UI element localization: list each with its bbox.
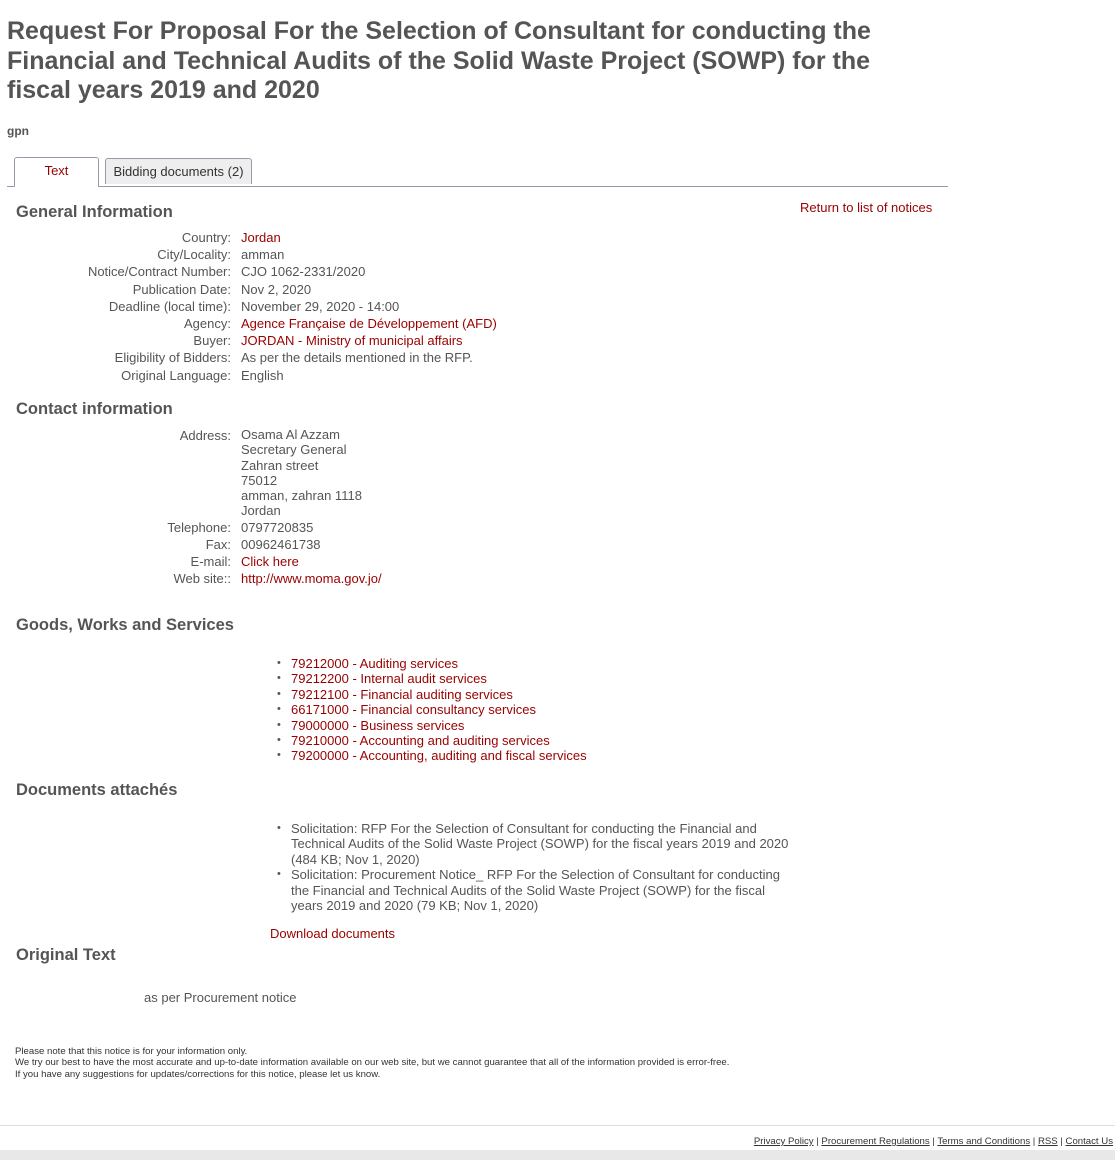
publication-date-row xyxy=(0,281,900,298)
notice-contract-number-value: CJO 1062-2331/2020 xyxy=(241,264,366,280)
general-information-list xyxy=(0,229,900,384)
goods-list-item xyxy=(277,733,587,748)
footer-links: Privacy Policy | Procurement Regulations | Terms and Conditions | RSS | Contact Us xyxy=(753,1136,1113,1147)
goods-code-link[interactable]: 79210000 - Accounting and auditing services xyxy=(291,733,550,749)
goods-code-link[interactable]: 66171000 - Financial consultancy services xyxy=(291,702,536,718)
address-line: Jordan xyxy=(241,503,281,519)
documents-list xyxy=(277,821,797,913)
original-language-row xyxy=(0,367,900,384)
telephone-row xyxy=(0,519,900,536)
return-to-list-link[interactable]: Return to list of notices xyxy=(800,200,933,215)
footer-privacy-policy-link[interactable]: Privacy Policy xyxy=(753,1136,814,1147)
telephone-label: Telephone: xyxy=(167,519,231,535)
buyer-label: Buyer: xyxy=(193,333,231,349)
page-title: Request For Proposal For the Selection of Consultant for conducting the Financial and Technical Audits of the Solid Waste Project (SOWP) for the fiscal years 2019 and 2020 xyxy=(7,17,871,104)
contact-information-list xyxy=(0,427,900,588)
footer-bar xyxy=(0,1150,1115,1160)
buyer-value[interactable]: JORDAN - Ministry of municipal affairs xyxy=(241,333,463,349)
document-list-item: • Solicitation: Procurement Notice_ RFP For the Selection of Consultant for conducting the Financial and Technical Audits of the Solid Waste Project (SOWP) for the fiscal years 2019 and 2020 (79 KB; Nov 1, 2020) xyxy=(277,867,797,913)
city-locality-row xyxy=(0,246,900,263)
web-site-row xyxy=(0,570,900,587)
city-locality-value: amman xyxy=(241,247,285,263)
goods-code-link[interactable]: 79000000 - Business services xyxy=(291,717,465,733)
address-row xyxy=(0,427,900,519)
documents-attached-heading: Documents attachés xyxy=(16,781,178,799)
goods-list-item xyxy=(277,687,587,702)
web-site-label: Web site:: xyxy=(173,571,231,587)
address-line: Osama Al Azzam xyxy=(241,427,340,442)
original-text-heading: Original Text xyxy=(16,946,116,964)
footer-rss-link[interactable]: RSS xyxy=(1037,1136,1058,1147)
footer-terms-link[interactable]: Terms and Conditions xyxy=(937,1136,1031,1147)
notice-contract-number-label: Notice/Contract Number: xyxy=(87,264,231,280)
original-text-body: as per Procurement notice xyxy=(144,990,297,1005)
goods-list-item xyxy=(277,718,587,733)
publication-date-value: Nov 2, 2020 xyxy=(241,281,312,297)
e-mail-label: E-mail: xyxy=(190,554,231,570)
fax-row xyxy=(0,536,900,553)
deadline-local-time-row xyxy=(0,298,900,315)
goods-list-item xyxy=(277,748,587,763)
goods-list-item xyxy=(277,702,587,717)
goods-code-link[interactable]: 79200000 - Accounting, auditing and fiscal services xyxy=(291,748,587,764)
city-locality-label: City/Locality: xyxy=(157,247,231,263)
download-documents-link[interactable]: Download documents xyxy=(270,926,396,941)
fax-label: Fax: xyxy=(205,536,231,552)
e-mail-value[interactable]: Click here xyxy=(241,554,299,570)
eligibility-of-bidders-row xyxy=(0,349,900,366)
general-information-heading: General Information xyxy=(16,203,173,221)
goods-list xyxy=(277,656,587,764)
agency-label: Agency: xyxy=(184,316,231,332)
agency-row xyxy=(0,315,900,332)
deadline-local-time-label: Deadline (local time): xyxy=(108,298,231,314)
goods-code-link[interactable]: 79212100 - Financial auditing services xyxy=(291,686,513,702)
address-line: Secretary General xyxy=(241,442,347,458)
country-label: Country: xyxy=(181,230,231,245)
contact-rows xyxy=(0,519,900,588)
source-label: gpn xyxy=(7,124,29,138)
publication-date-label: Publication Date: xyxy=(132,281,231,297)
e-mail-row xyxy=(0,553,900,570)
notice-contract-number-row xyxy=(0,263,900,280)
goods-code-link[interactable]: 79212200 - Internal audit services xyxy=(291,671,487,687)
address-label: Address: xyxy=(179,428,231,443)
tab-text[interactable]: Text xyxy=(14,157,99,187)
address-value xyxy=(241,427,362,519)
fax-value: 00962461738 xyxy=(241,536,321,552)
footer-divider xyxy=(0,1125,1115,1126)
address-line: amman, zahran 1118 xyxy=(241,488,362,504)
disclaimer xyxy=(15,1046,729,1080)
country-value[interactable]: Jordan xyxy=(241,230,281,245)
eligibility-of-bidders-value: As per the details mentioned in the RFP. xyxy=(241,350,473,366)
disclaimer-line: Please note that this notice is for your information only. xyxy=(15,1046,248,1057)
original-language-value: English xyxy=(241,367,284,383)
document-list-item: • Solicitation: RFP For the Selection of Consultant for conducting the Financial and Technical Audits of the Solid Waste Project (SOWP) for the fiscal years 2019 and 2020 (484 KB; Nov 1, 2020) xyxy=(277,821,797,867)
address-line: Zahran street xyxy=(241,457,319,473)
goods-list-item xyxy=(277,671,587,686)
address-line: 75012 xyxy=(241,472,278,488)
country-row xyxy=(0,229,900,246)
telephone-value: 0797720835 xyxy=(241,519,314,535)
tab-bar xyxy=(7,155,948,187)
web-site-value[interactable]: http://www.moma.gov.jo/ xyxy=(241,571,382,587)
tab-bidding-documents[interactable]: Bidding documents (2) xyxy=(105,158,252,184)
buyer-row xyxy=(0,332,900,349)
footer-procurement-regulations-link[interactable]: Procurement Regulations xyxy=(821,1136,930,1147)
goods-list-item xyxy=(277,656,587,671)
footer-contact-us-link[interactable]: Contact Us xyxy=(1065,1136,1113,1147)
disclaimer-line: If you have any suggestions for updates/corrections for this notice, please let us know. xyxy=(15,1068,381,1080)
deadline-local-time-value: November 29, 2020 - 14:00 xyxy=(241,298,400,314)
contact-information-heading: Contact information xyxy=(16,400,173,418)
goods-code-link[interactable]: 79212000 - Auditing services xyxy=(291,656,458,671)
disclaimer-line: We try our best to have the most accurate and up-to-date information available on our web site, but we cannot guarantee that all of the information provided is error-free. xyxy=(15,1057,730,1069)
original-language-label: Original Language: xyxy=(121,367,231,383)
goods-works-services-heading: Goods, Works and Services xyxy=(16,616,234,634)
agency-value[interactable]: Agence Française de Développement (AFD) xyxy=(241,316,497,332)
eligibility-of-bidders-label: Eligibility of Bidders: xyxy=(114,350,231,366)
